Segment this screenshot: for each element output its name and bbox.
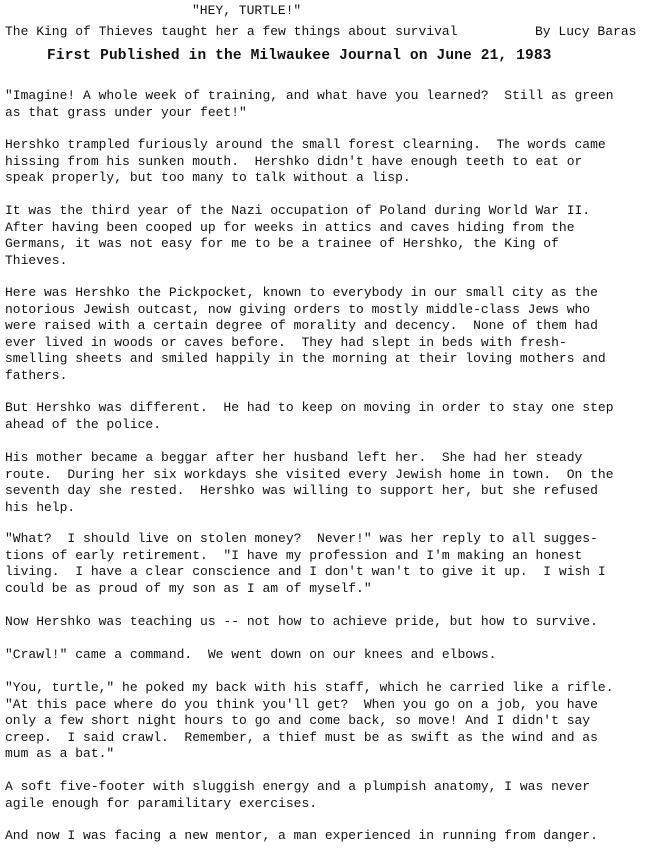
publication-note: First Published in the Milwaukee Journal on June 21, 1983 [47,48,552,64]
paragraph-1: "Imagine! A whole week of training, and what have you learned? Still as green as that grass under your feet!" [5,88,614,120]
paragraph-2: Hershko trampled furiously around the small forest clearning. The words came hissing from his sunken mouth. Hershko didn't have enough teeth to eat or speak properly, but too many to talk without a lisp. [5,137,606,185]
paragraph-3: It was the third year of the Nazi occupation of Poland during World War II. After having been cooped up for weeks in attics and caves hiding from the Germans, it was not easy for me to be a trainee of Hershko, the King of Thieves. [5,203,591,268]
paragraph-5: But Hershko was different. He had to keep on moving in order to stay one step ahead of the police. [5,400,614,432]
paragraph-11: A soft five-footer with sluggish energy and a plumpish anatomy, I was never agile enough for paramilitary exercises. [5,779,591,811]
paragraph-4: Here was Hershko the Pickpocket, known to everybody in our small city as the notorious Jewish outcast, now giving orders to mostly middle-class Jews who were raised with a certain degree of morality and decency. None of them had ever lived in woods or caves before. They had slept in beds with fresh- smelling sheets and smiled happily in the morning at their loving mothers and fathers. [5,285,606,383]
paragraph-10: "You, turtle," he poked my back with his staff, which he carried like a rifle. "At this pace where do you think you'll get? When you go on a job, you have only a few short night hours to go and come back, so move! And I didn't say creep. I said crawl. Remember, a thief must be as swift as the wind and as mum as a bat." [5,680,614,761]
article-title: "HEY, TURTLE!" [192,3,302,18]
article-subtitle: The King of Thieves taught her a few things about survival [5,24,458,39]
paragraph-6: His mother became a beggar after her husband left her. She had her steady route. During her six workdays she visited every Jewish home in town. On the seventh day she rested. Hershko was willing to support her, but she refused his help. [5,450,614,515]
article-byline: By Lucy Baras [535,24,637,39]
paragraph-7: "What? I should live on stolen money? Never!" was her reply to all sugges- tions of early retirement. "I have my profession and I'm making an honest living. I have a clear conscience and I don't wan't to give it up. I wish I could be as proud of my son as I am of myself." [5,531,606,596]
paragraph-12: And now I was facing a new mentor, a man experienced in running from danger. [5,828,598,843]
paragraph-9: "Crawl!" came a command. We went down on our knees and elbows. [5,647,497,662]
paragraph-8: Now Hershko was teaching us -- not how to achieve pride, but how to survive. [5,614,598,629]
